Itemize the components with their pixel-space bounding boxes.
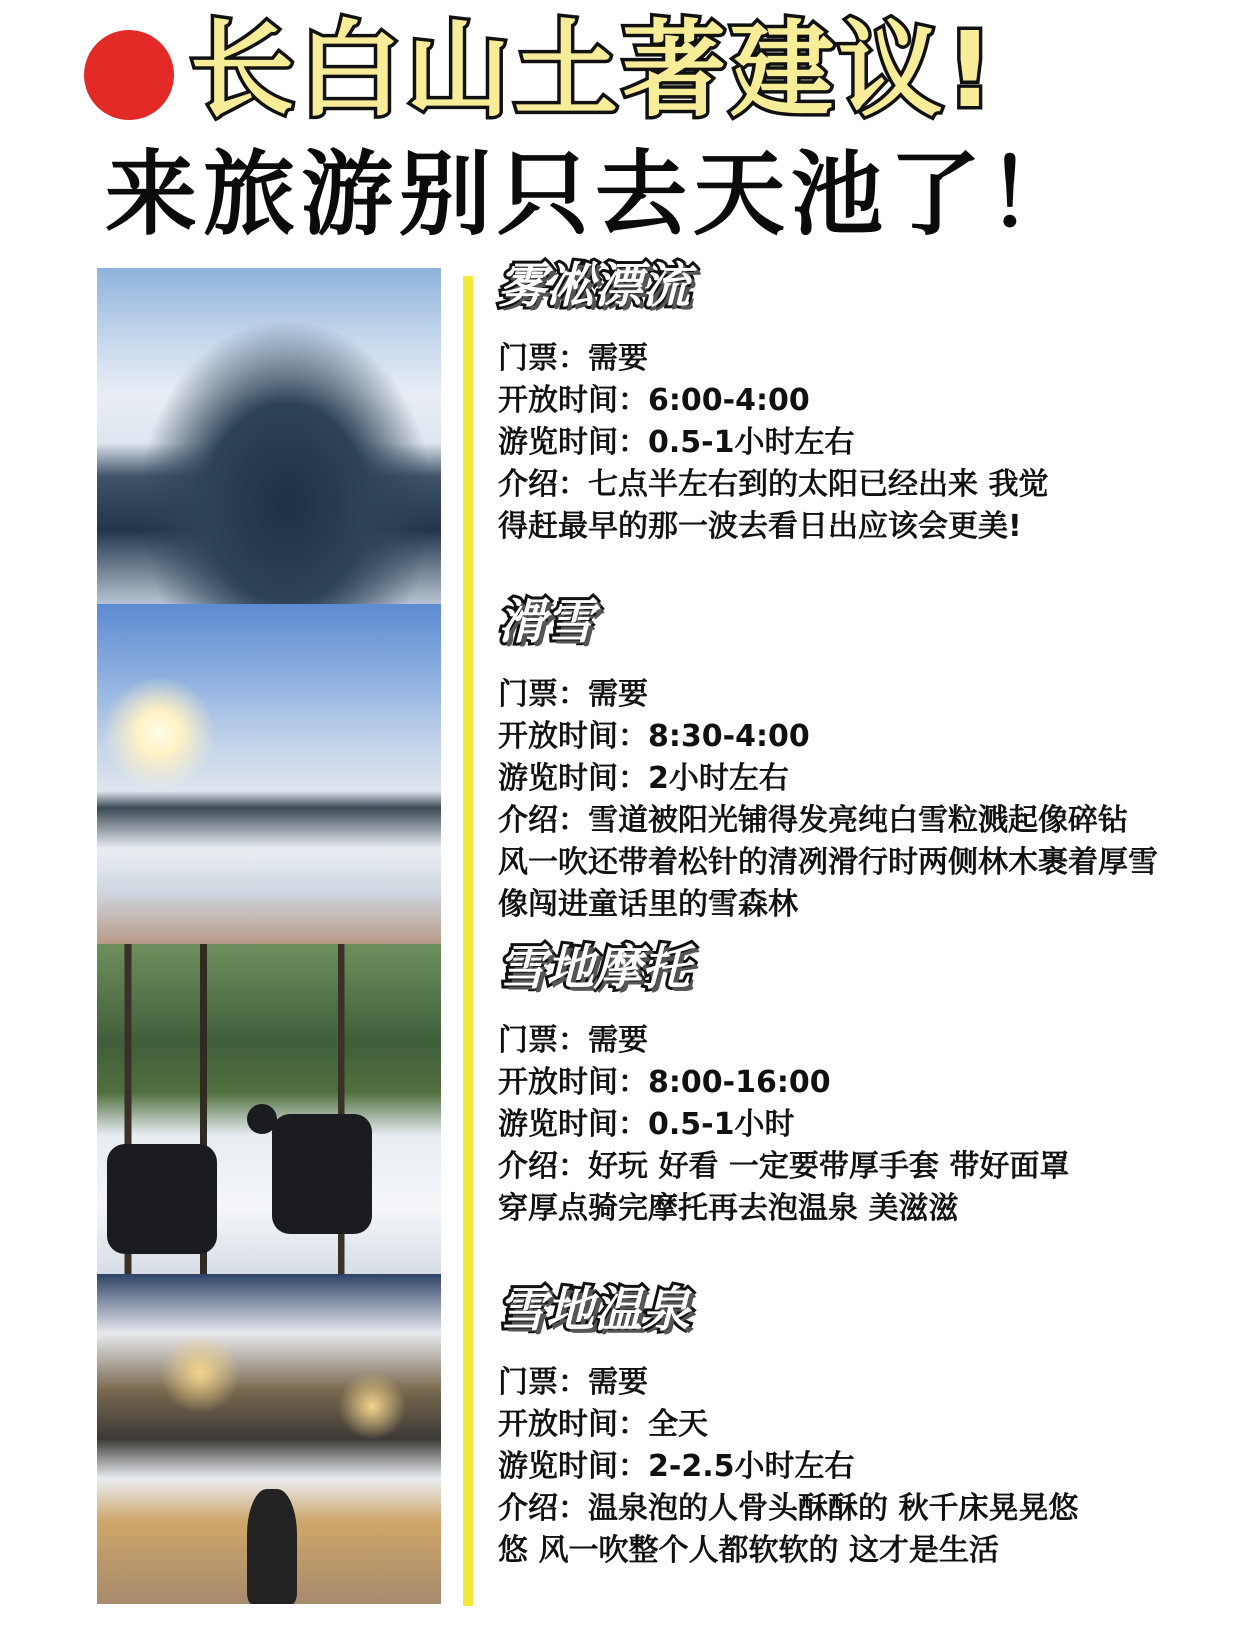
section-title: 雪地摩托 — [498, 940, 691, 996]
ticket-info: 门票：需要 — [498, 677, 648, 712]
ticket-info: 门票：需要 — [498, 1023, 648, 1058]
section-snowmobile — [498, 940, 1218, 1230]
open-hours: 开放时间：8:30-4:00 — [498, 719, 810, 754]
visit-duration: 游览时间：2小时左右 — [498, 761, 789, 796]
snowmobile-shape — [107, 1144, 217, 1254]
rime-river-photo — [97, 268, 441, 604]
section-skiing — [498, 594, 1218, 926]
ticket-info: 门票：需要 — [498, 341, 648, 376]
intro-text: 得赶最早的那一波去看日出应该会更美! — [498, 509, 1022, 544]
section-title: 雪地温泉 — [498, 1282, 691, 1338]
intro-text: 介绍：温泉泡的人骨头酥酥的 秋千床晃晃悠 — [498, 1491, 1079, 1526]
section-hot-spring — [498, 1282, 1218, 1572]
page-subtitle: 来旅游别只去天池了！ — [105, 141, 1086, 248]
open-hours: 开放时间：全天 — [498, 1407, 708, 1442]
ticket-info: 门票：需要 — [498, 1365, 648, 1400]
divider-line — [463, 276, 473, 1606]
open-hours: 开放时间：6:00-4:00 — [498, 383, 810, 418]
intro-text: 悠 风一吹整个人都软软的 这才是生活 — [498, 1533, 999, 1568]
intro-text: 介绍：七点半左右到的太阳已经出来 我觉 — [498, 467, 1049, 502]
visit-duration: 游览时间：2-2.5小时左右 — [498, 1449, 855, 1484]
photo-column — [97, 268, 441, 1604]
intro-text: 风一吹还带着松针的清冽滑行时两侧林木裹着厚雪 — [498, 845, 1158, 880]
intro-text: 穿厚点骑完摩托再去泡温泉 美滋滋 — [498, 1191, 959, 1226]
ski-resort-photo — [97, 604, 441, 944]
bather-figure — [247, 1489, 297, 1604]
visit-duration: 游览时间：0.5-1小时左右 — [498, 425, 855, 460]
section-title: 滑雪 — [498, 594, 595, 650]
section-title: 雾凇漂流 — [498, 258, 691, 314]
snowmobile-shape — [247, 1104, 277, 1134]
hot-spring-photo — [97, 1274, 441, 1604]
intro-text: 介绍：好玩 好看 一定要带厚手套 带好面罩 — [498, 1149, 1070, 1184]
intro-text: 介绍：雪道被阳光铺得发亮纯白雪粒溅起像碎钻 — [498, 803, 1128, 838]
snowmobile-shape — [272, 1114, 372, 1234]
visit-duration: 游览时间：0.5-1小时 — [498, 1107, 795, 1142]
intro-text: 像闯进童话里的雪森林 — [498, 887, 798, 922]
open-hours: 开放时间：8:00-16:00 — [498, 1065, 831, 1100]
section-rime-rafting — [498, 258, 1218, 548]
snowmobile-photo — [97, 944, 441, 1274]
red-dot-icon — [84, 30, 174, 120]
page-title: 长白山土著建议! — [190, 9, 998, 131]
